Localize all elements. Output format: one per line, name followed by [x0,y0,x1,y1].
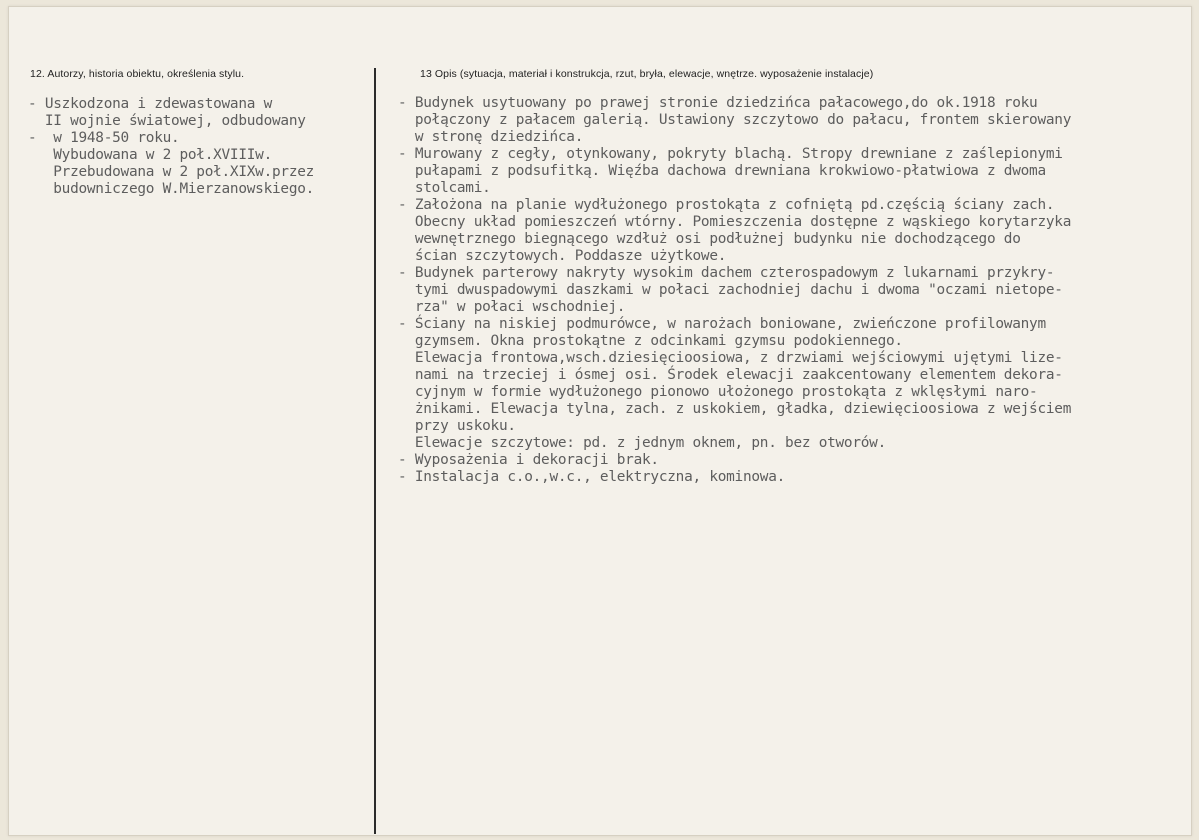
text-line: Przebudowana w 2 poł.XIXw.przez [28,164,315,180]
text-line: - Wyposażenia i dekoracji brak. [398,452,659,468]
column-divider [374,68,376,834]
section-13-heading: 13 Opis (sytuacja, materiał i konstrukcja, rzut, bryła, elewacje, wnętrze. wyposażenie instalacje) [420,68,874,80]
text-line: Obecny układ pomieszczeń wtórny. Pomieszczenia dostępne z wąskiego korytarzyka [398,214,1072,230]
text-line: połączony z pałacem galerią. Ustawiony szczytowo do pałacu, frontem skierowany [398,112,1072,128]
text-line: gzymsem. Okna prostokątne z odcinkami gzymsu podokiennego. [398,333,903,349]
text-line: rza" w połaci wschodniej. [398,299,626,315]
text-line: przy uskoku. [398,418,516,434]
description-text [398,95,1071,486]
text-line: żnikami. Elewacja tylna, zach. z uskokiem, gładka, dziewięcioosiowa z wejściem [398,401,1072,417]
text-line: - Budynek usytuowany po prawej stronie dziedzińca pałacowego,do ok.1918 roku [398,95,1038,111]
text-line: cyjnym w formie wydłużonego pionowo ułożonego prostokąta z wklęsłymi naro- [398,384,1038,400]
text-line: - Murowany z cegły, otynkowany, pokryty blachą. Stropy drewniane z zaślepionymi [398,146,1063,162]
text-line: nami na trzeciej i ósmej osi. Środek elewacji zaakcentowany elementem dekora- [398,367,1063,383]
text-line: - Założona na planie wydłużonego prostokąta z cofniętą pd.częścią ściany zach. [398,197,1055,213]
history-text [28,96,314,198]
text-line: w stronę dziedzińca. [398,129,584,145]
text-line: wewnętrznego biegnącego wzdłuż osi podłużnej budynku nie dochodzącego do [398,231,1021,247]
text-line: budowniczego W.Mierzanowskiego. [28,181,315,197]
text-line: tymi dwuspadowymi daszkami w połaci zachodniej dachu i dwoma "oczami nietope- [398,282,1063,298]
text-line: - w 1948-50 roku. [28,130,180,146]
text-line: pułapami z podsufitką. Więźba dachowa drewniana krokwiowo-płatwiowa z dwoma [398,163,1046,179]
text-line: Wybudowana w 2 poł.XVIIIw. [28,147,273,163]
text-line: ścian szczytowych. Poddasze użytkowe. [398,248,727,264]
text-line: - Uszkodzona i zdewastowana w [28,96,273,112]
text-line: - Budynek parterowy nakryty wysokim dachem czterospadowym z lukarnami przykry- [398,265,1055,281]
text-line: - Instalacja c.o.,w.c., elektryczna, kominowa. [398,469,786,485]
text-line: Elewacje szczytowe: pd. z jednym oknem, pn. bez otworów. [398,435,887,451]
text-line: - Ściany na niskiej podmurówce, w narożach boniowane, zwieńczone profilowanym [398,316,1046,332]
text-line: II wojnie światowej, odbudowany [28,113,306,129]
text-line: stolcami. [398,180,491,196]
section-12-heading: 12. Autorzy, historia obiektu, określenia stylu. [30,68,245,80]
text-line: Elewacja frontowa,wsch.dziesięcioosiowa, z drzwiami wejściowymi ujętymi lize- [398,350,1063,366]
